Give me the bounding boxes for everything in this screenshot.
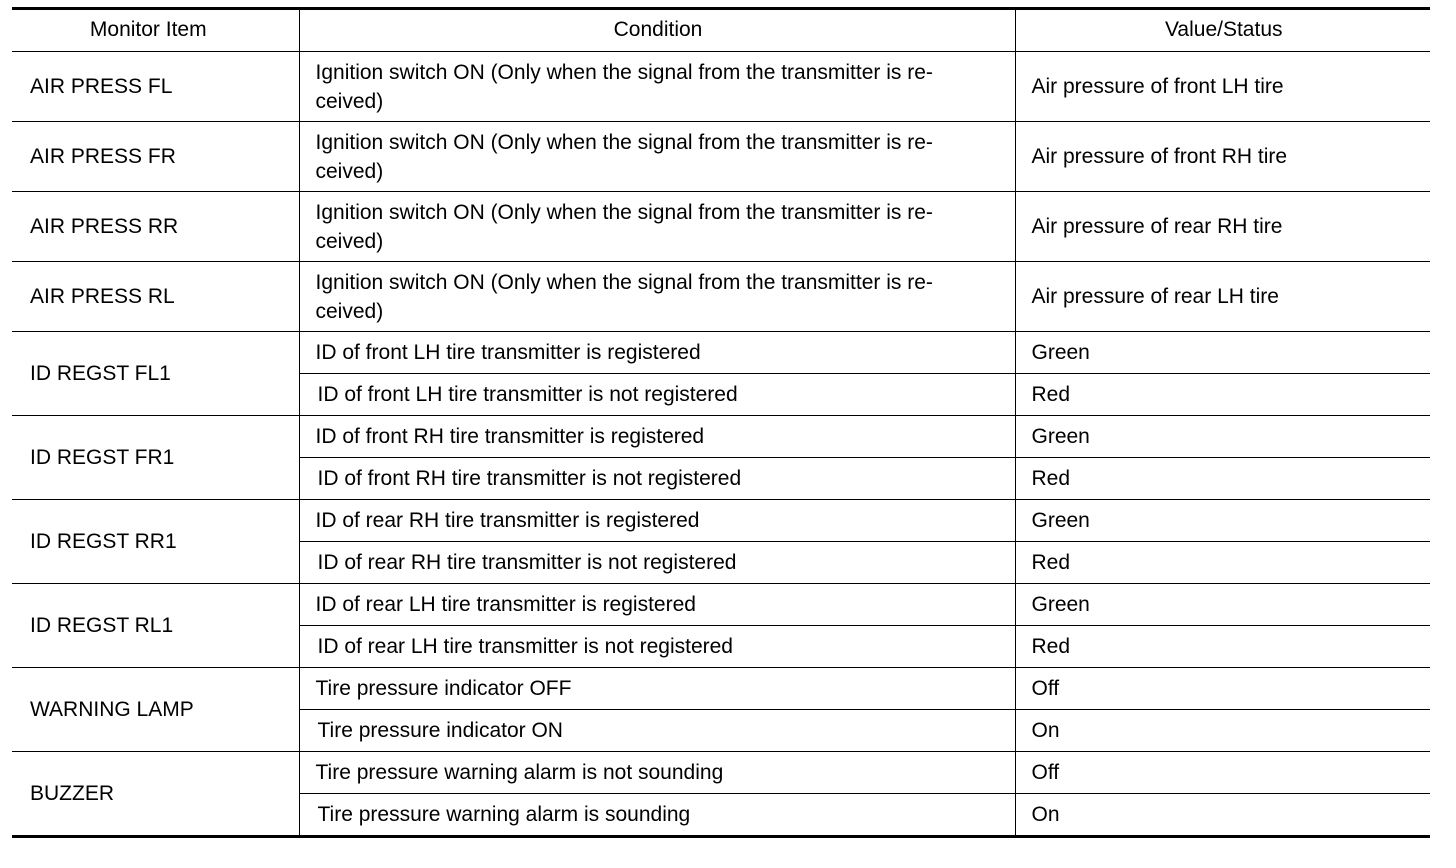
header-condition: Condition [299, 9, 1015, 52]
value-status-cell: Red [1015, 626, 1430, 668]
table-row [12, 262, 1430, 332]
header-value-status: Value/Status [1015, 9, 1430, 52]
monitor-item-cell: AIR PRESS RL [12, 262, 299, 332]
condition-cell: ID of front RH tire transmitter is registered [299, 416, 1015, 458]
condition-cell: Ignition switch ON (Only when the signal from the transmitter is re-ceived) [299, 52, 1015, 122]
value-status-cell: Green [1015, 416, 1430, 458]
condition-cell: Tire pressure indicator ON [299, 710, 1015, 752]
monitor-item-cell: ID REGST FR1 [12, 416, 299, 500]
table-row [12, 500, 1430, 542]
monitor-item-cell: ID REGST RL1 [12, 584, 299, 668]
condition-cell: ID of front RH tire transmitter is not registered [299, 458, 1015, 500]
condition-cell: ID of front LH tire transmitter is registered [299, 332, 1015, 374]
table-row [12, 192, 1430, 262]
value-status-cell: Air pressure of front RH tire [1015, 122, 1430, 192]
monitor-item-cell: BUZZER [12, 752, 299, 837]
value-status-cell: Off [1015, 752, 1430, 794]
value-status-cell: Green [1015, 500, 1430, 542]
condition-cell: Tire pressure warning alarm is sounding [299, 794, 1015, 837]
header-row [12, 9, 1430, 52]
monitor-item-cell: ID REGST RR1 [12, 500, 299, 584]
value-status-cell: Green [1015, 584, 1430, 626]
monitor-item-cell: AIR PRESS FR [12, 122, 299, 192]
value-status-cell: Air pressure of front LH tire [1015, 52, 1430, 122]
value-status-cell: Off [1015, 668, 1430, 710]
value-status-cell: Air pressure of rear LH tire [1015, 262, 1430, 332]
table-row [12, 752, 1430, 794]
condition-cell: ID of rear RH tire transmitter is registered [299, 500, 1015, 542]
value-status-cell: Air pressure of rear RH tire [1015, 192, 1430, 262]
value-status-cell: Red [1015, 542, 1430, 584]
value-status-cell: Red [1015, 374, 1430, 416]
monitor-item-cell: AIR PRESS RR [12, 192, 299, 262]
condition-cell: Ignition switch ON (Only when the signal from the transmitter is re-ceived) [299, 122, 1015, 192]
table-body [12, 52, 1430, 837]
table-row [12, 52, 1430, 122]
condition-cell: Ignition switch ON (Only when the signal from the transmitter is re-ceived) [299, 262, 1015, 332]
table-row [12, 332, 1430, 374]
value-status-cell: On [1015, 710, 1430, 752]
monitor-item-cell: ID REGST FL1 [12, 332, 299, 416]
condition-cell: ID of rear LH tire transmitter is not registered [299, 626, 1015, 668]
value-status-cell: Red [1015, 458, 1430, 500]
monitor-item-table [12, 7, 1430, 838]
monitor-item-cell: WARNING LAMP [12, 668, 299, 752]
condition-cell: Ignition switch ON (Only when the signal from the transmitter is re-ceived) [299, 192, 1015, 262]
table-row [12, 416, 1430, 458]
condition-cell: ID of front LH tire transmitter is not registered [299, 374, 1015, 416]
value-status-cell: Green [1015, 332, 1430, 374]
value-status-cell: On [1015, 794, 1430, 837]
header-monitor-item: Monitor Item [12, 9, 299, 52]
monitor-item-cell: AIR PRESS FL [12, 52, 299, 122]
table-row [12, 122, 1430, 192]
table-row [12, 668, 1430, 710]
table-header [12, 9, 1430, 52]
condition-cell: ID of rear RH tire transmitter is not registered [299, 542, 1015, 584]
condition-cell: Tire pressure warning alarm is not sounding [299, 752, 1015, 794]
table-row [12, 584, 1430, 626]
condition-cell: ID of rear LH tire transmitter is registered [299, 584, 1015, 626]
condition-cell: Tire pressure indicator OFF [299, 668, 1015, 710]
